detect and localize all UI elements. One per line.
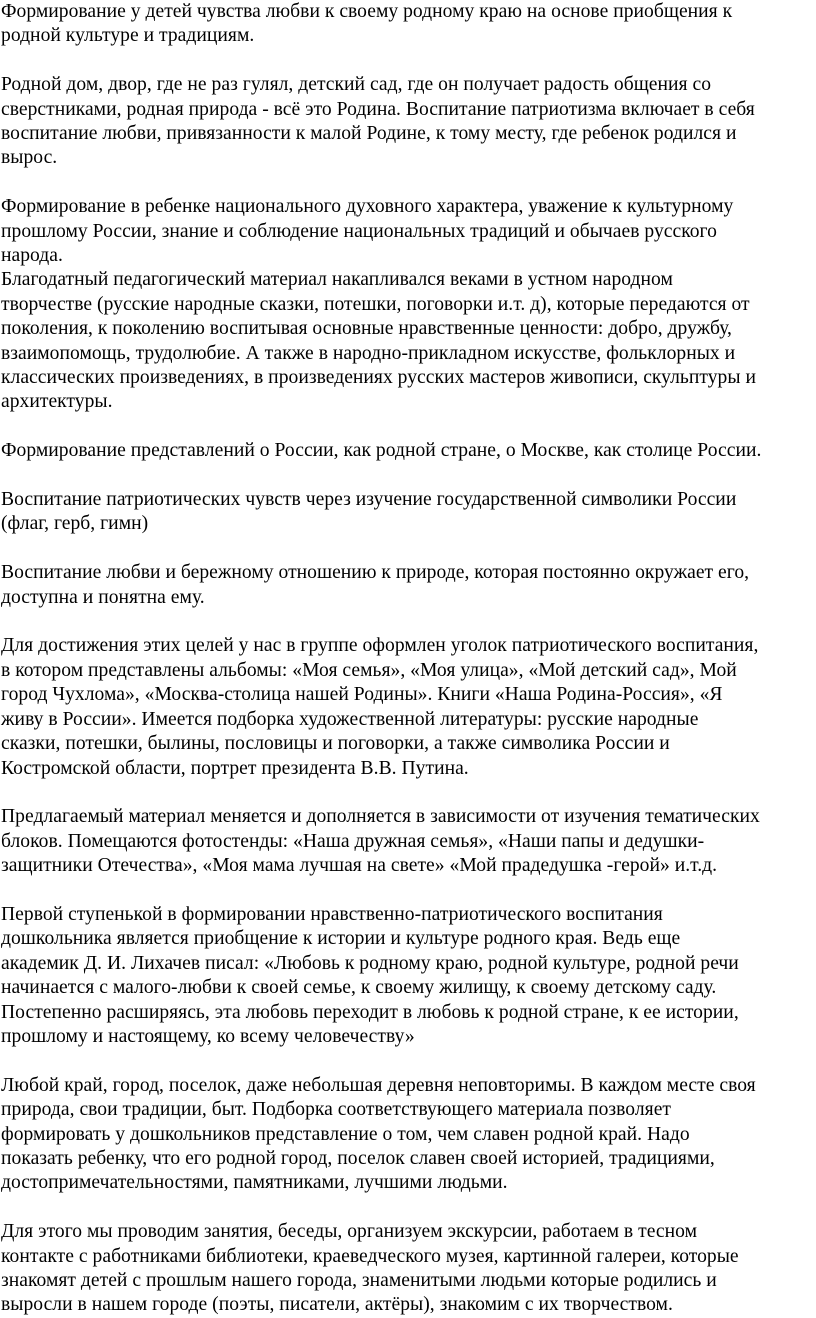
text-line: природа, свои традиции, быт. Подборка соответствующего материала позволяет — [1, 1099, 671, 1121]
text-line: Костромской области, портрет президента В.В. Путина. — [1, 757, 469, 779]
text-line: Формирование у детей чувства любви к своему родному краю на основе приобщения к — [1, 1, 733, 22]
text-line: блоков. Помещаются фотостенды: «Наша дружная семья», «Наши папы и дедушки- — [1, 830, 705, 852]
text-line: Благодатный педагогический материал накапливался веками в устном народном — [1, 269, 673, 291]
text-line: Первой ступенькой в формировании нравственно-патриотического воспитания — [1, 903, 663, 925]
text-line: Для этого мы проводим занятия, беседы, организуем экскурсии, работаем в тесном — [1, 1221, 697, 1243]
text-line: воспитание любви, привязанности к малой Родине, к тому месту, где ребенок родился и — [1, 123, 737, 145]
paragraph — [1, 1220, 816, 1318]
text-line: взаимопомощь, трудолюбие. А также в народно-прикладном искусстве, фольклорных и — [1, 342, 736, 364]
text-line: доступна и понятна ему. — [1, 586, 205, 608]
text-line: (флаг, герб, гимн) — [1, 513, 149, 535]
paragraph-spacer — [1, 879, 816, 903]
text-line: архитектуры. — [1, 391, 113, 413]
text-line: прошлому России, знание и соблюдение национальных традиций и обычаев русского — [1, 220, 717, 242]
text-line: поколения, к поколению воспитывая основные нравственные ценности: добро, дружбу, — [1, 318, 732, 340]
text-line: родной культуре и традициям. — [1, 25, 255, 47]
paragraph — [1, 0, 816, 49]
text-line: выросли в нашем городе (поэты, писатели, актёры), знакомим с их творчеством. — [1, 1294, 673, 1316]
text-line: живу в России». Имеется подборка художественной литературы: русские народные — [1, 708, 699, 730]
paragraph-spacer — [1, 464, 816, 488]
paragraph — [1, 439, 816, 463]
paragraph — [1, 73, 816, 171]
text-line: контакте с работниками библиотеки, краеведческого музея, картинной галереи, которые — [1, 1245, 739, 1267]
paragraph-spacer — [1, 415, 816, 439]
text-line: начинается с малого-любви к своей семье, к своему жилищу, к своему детскому саду. — [1, 977, 717, 999]
text-line: Формирование представлений о России, как родной стране, о Москве, как столице России. — [1, 440, 762, 462]
text-line: сказки, потешки, былины, пословицы и поговорки, а также символика России и — [1, 733, 670, 755]
text-line: вырос. — [1, 147, 58, 169]
text-line: знакомят детей с прошлым нашего города, знаменитыми людьми которые родились и — [1, 1269, 717, 1291]
text-line: Для достижения этих целей у нас в группе оформлен уголок патриотического воспитания, — [1, 635, 759, 657]
paragraph-spacer — [1, 1196, 816, 1220]
paragraph-spacer — [1, 781, 816, 805]
text-line: прошлому и настоящему, ко всему человечеству» — [1, 1025, 415, 1047]
paragraph-spacer — [1, 610, 816, 634]
text-line: защитники Отечества», «Моя мама лучшая на свете» «Мой прадедушка -герой» и.т.д. — [1, 855, 718, 877]
text-line: достопримечательностями, памятниками, лучшими людьми. — [1, 1172, 508, 1194]
text-line: Родной дом, двор, где не раз гулял, детский сад, где он получает радость общения со — [1, 74, 712, 96]
text-line: показать ребенку, что его родной город, поселок славен своей историей, традициями, — [1, 1147, 715, 1169]
paragraph — [1, 488, 816, 537]
text-line: академик Д. И. Лихачев писал: «Любовь к родному краю, родной культуре, родной речи — [1, 952, 739, 974]
text-line: Любой край, город, поселок, даже небольшая деревня неповторимы. В каждом месте своя — [1, 1074, 756, 1096]
paragraph — [1, 634, 816, 780]
text-line: Воспитание патриотических чувств через изучение государственной символики России — [1, 489, 737, 511]
text-line: творчестве (русские народные сказки, потешки, поговорки и.т. д), которые передаются от — [1, 293, 750, 315]
paragraph — [1, 903, 816, 1049]
text-line: формировать у дошкольников представление о том, чем славен родной край. Надо — [1, 1123, 690, 1145]
text-line: Постепенно расширяясь, эта любовь переходит в любовь к родной стране, к ее истории, — [1, 1001, 739, 1023]
paragraph — [1, 561, 816, 610]
text-line: классических произведениях, в произведениях русских мастеров живописи, скульптуры и — [1, 367, 756, 389]
text-line: дошкольника является приобщение к истории и культуре родного края. Ведь еще — [1, 928, 681, 950]
text-line: Воспитание любви и бережному отношению к природе, которая постоянно окружает его, — [1, 562, 750, 584]
text-line: Формирование в ребенке национального духовного характера, уважение к культурному — [1, 196, 734, 218]
text-line: Предлагаемый материал меняется и дополняется в зависимости от изучения тематических — [1, 806, 760, 828]
text-line: город Чухлома», «Москва-столица нашей Родины». Книги «Наша Родина-Россия», «Я — [1, 684, 723, 706]
paragraph — [1, 195, 816, 415]
text-line: народа. — [1, 245, 63, 267]
paragraph-spacer — [1, 171, 816, 195]
paragraph — [1, 805, 816, 878]
text-line: сверстниками, родная природа - всё это Родина. Воспитание патриотизма включает в себя — [1, 98, 755, 120]
paragraph-spacer — [1, 49, 816, 73]
paragraph-spacer — [1, 537, 816, 561]
paragraph-spacer — [1, 1049, 816, 1073]
text-line: в котором представлены альбомы: «Моя семья», «Моя улица», «Мой детский сад», Мой — [1, 659, 737, 681]
paragraph — [1, 1074, 816, 1196]
